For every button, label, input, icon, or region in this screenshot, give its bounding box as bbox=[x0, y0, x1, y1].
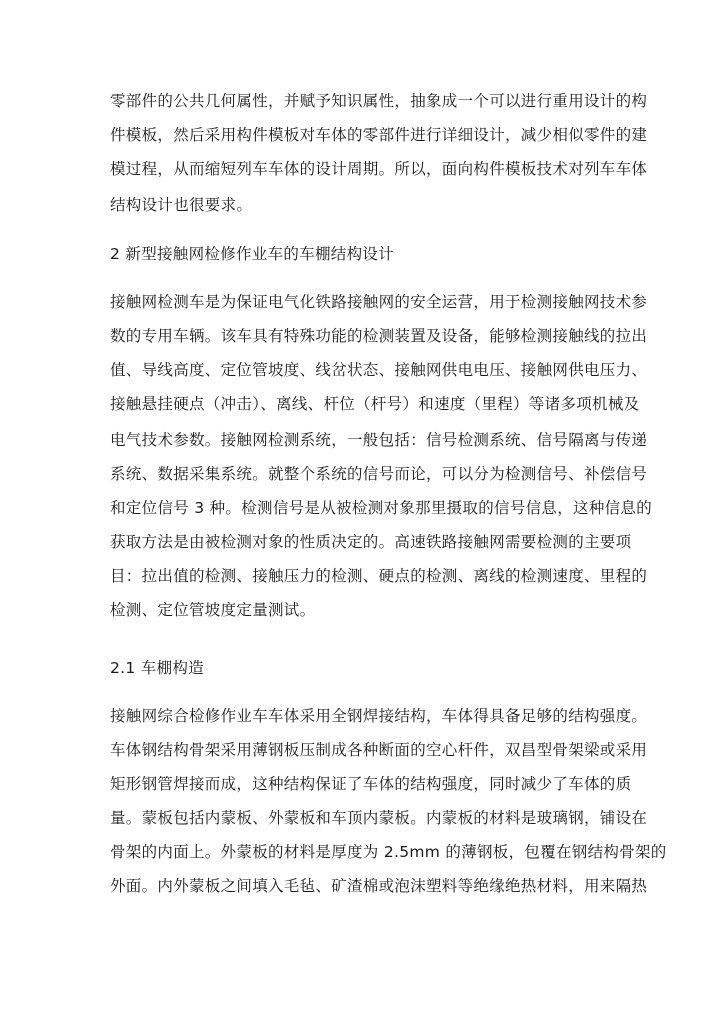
paragraph-2-line: 数的专用车辆。该车具有特殊功能的检测装置及设备，能够检测接触线的拉出 bbox=[110, 327, 648, 345]
paragraph-2-line: 接触网检测车是为保证电气化铁路接触网的安全运营，用于检测接触网技术参 bbox=[110, 293, 648, 311]
paragraph-3-line: 矩形钢管焊接而成，这种结构保证了车体的结构强度，同时减少了车体的质 bbox=[110, 775, 632, 793]
paragraph-2-line: 目：拉出值的检测、接触压力的检测、硬点的检测、离线的检测速度、里程的 bbox=[110, 567, 648, 585]
paragraph-1-line: 件模板，然后采用构件模板对车体的零部件进行详细设计，减少相似零件的建 bbox=[110, 126, 648, 144]
paragraph-2-line: 值、导线高度、定位管坡度、线岔状态、接触网供电电压、接触网供电压力、 bbox=[110, 361, 648, 379]
paragraph-3-line: 骨架的内面上。外蒙板的材料是厚度为 2.5mm 的薄钢板，包覆在钢结构骨架的 bbox=[110, 843, 667, 861]
paragraph-2-line: 和定位信号 3 种。检测信号是从被检测对象那里摄取的信号信息，这种信息的 bbox=[110, 499, 653, 517]
paragraph-2-line: 接触悬挂硬点（冲击）、离线、杆位（杆号）和速度（里程）等诸多项机械及 bbox=[110, 395, 640, 413]
paragraph-1-line: 零部件的公共几何属性，并赋予知识属性，抽象成一个可以进行重用设计的构 bbox=[110, 92, 648, 110]
paragraph-3-line: 接触网综合检修作业车车体采用全钢焊接结构，车体得具备足够的结构强度。 bbox=[110, 707, 648, 725]
paragraph-2-line: 获取方法是由被检测对象的性质决定的。高速铁路接触网需要检测的主要项 bbox=[110, 533, 632, 551]
paragraph-1-line: 模过程，从而缩短列车车体的设计周期。所以，面向构件模板技术对列车车体 bbox=[110, 160, 648, 178]
paragraph-3-line: 车体钢结构骨架采用薄钢板压制成各种断面的空心杆件，双昌型骨架梁或采用 bbox=[110, 741, 648, 759]
paragraph-3-line: 量。蒙板包括内蒙板、外蒙板和车顶内蒙板。内蒙板的材料是玻璃钢，铺设在 bbox=[110, 809, 648, 827]
paragraph-2-line: 系统、数据采集系统。就整个系统的信号而论，可以分为检测信号、补偿信号 bbox=[110, 465, 648, 483]
paragraph-3-line: 外面。内外蒙板之间填入毛毡、矿渣棉或泡沫塑料等绝缘绝热材料，用来隔热 bbox=[110, 877, 648, 895]
paragraph-2-line: 检测、定位管坡度定量测试。 bbox=[110, 601, 316, 619]
subsection-heading: 2.1 车棚构造 bbox=[110, 659, 204, 677]
paragraph-2-line: 电气技术参数。接触网检测系统，一般包括：信号检测系统、信号隔离与传递 bbox=[110, 431, 648, 449]
paragraph-1-line: 结构设计也很要求。 bbox=[110, 196, 253, 214]
section-heading: 2 新型接触网检修作业车的车棚结构设计 bbox=[110, 245, 394, 263]
